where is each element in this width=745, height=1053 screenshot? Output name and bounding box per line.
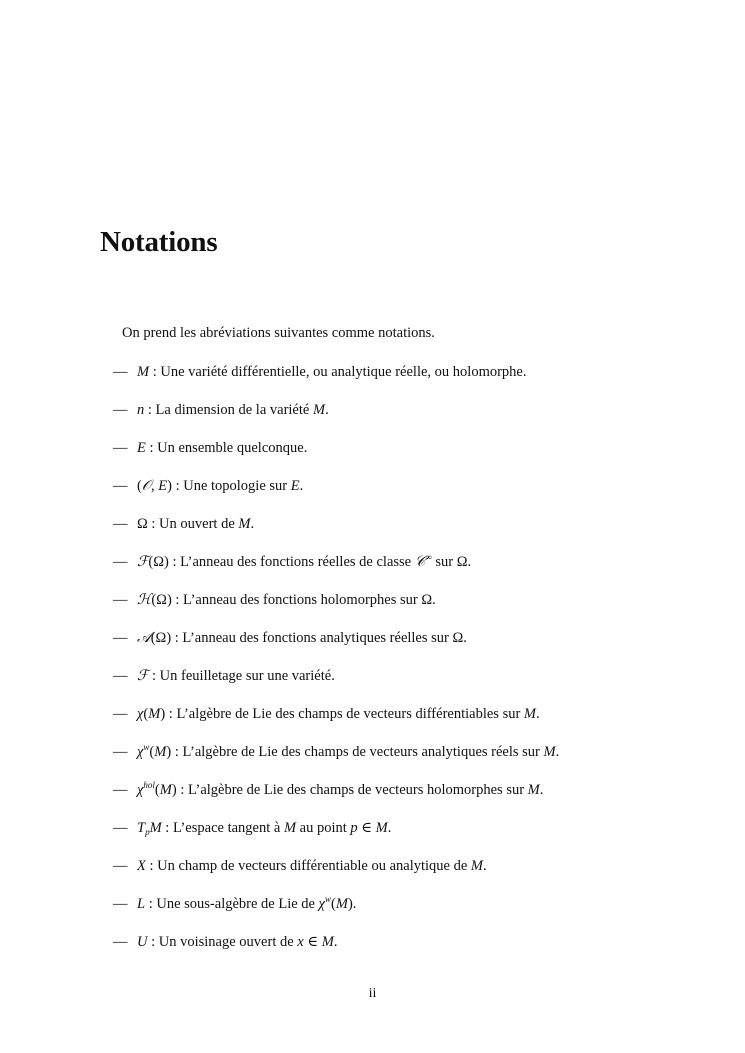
list-item: — $T_pM$ : L’espace tangent à M au point p ∈ M. (113, 820, 392, 837)
list-item: — ℋ(Ω) : L’anneau des fonctions holomorphes sur Ω. (113, 592, 436, 608)
page-number: ii (368, 986, 377, 1001)
list-item: — n : La dimension de la variété M. (113, 402, 329, 418)
intro-text: On prend les abréviations suivantes comme notations. (122, 325, 435, 341)
list-item: — 𝒜(Ω) : L’anneau des fonctions analytiques réelles sur Ω. (113, 630, 467, 646)
list-item: — M : Une variété différentielle, ou analytique réelle, ou holomorphe. (113, 364, 527, 380)
notation-list (113, 363, 559, 971)
list-item: — ℱ : Un feuilletage sur une variété. (113, 668, 335, 684)
list-item: — U : Un voisinage ouvert de x ∈ M. (113, 934, 338, 950)
list-item: — χ(M) : L’algèbre de Lie des champs de vecteurs différentiables sur M. (113, 706, 540, 722)
list-item: — $\chi^{hol}(M)$ : L’algèbre de Lie des champs de vecteurs holomorphes sur M. (113, 780, 544, 798)
list-item: — ℱ(Ω) : L’anneau des fonctions réelles de classe 𝒞∞ sur Ω. (113, 552, 472, 570)
list-item: — L : Une sous-algèbre de Lie de $\chi^w(M)$. (113, 894, 357, 912)
list-item: — (𝒪, E) : Une topologie sur E. (113, 478, 304, 494)
list-item: — $\chi^w(M)$ : L’algèbre de Lie des champs de vecteurs analytiques réels sur M. (113, 742, 560, 760)
list-item: — X : Un champ de vecteurs différentiable ou analytique de M. (113, 858, 487, 874)
page-title: Notations (100, 226, 218, 258)
list-item: — Ω : Un ouvert de M. (113, 516, 255, 532)
list-item: — E : Un ensemble quelconque. (113, 440, 308, 456)
